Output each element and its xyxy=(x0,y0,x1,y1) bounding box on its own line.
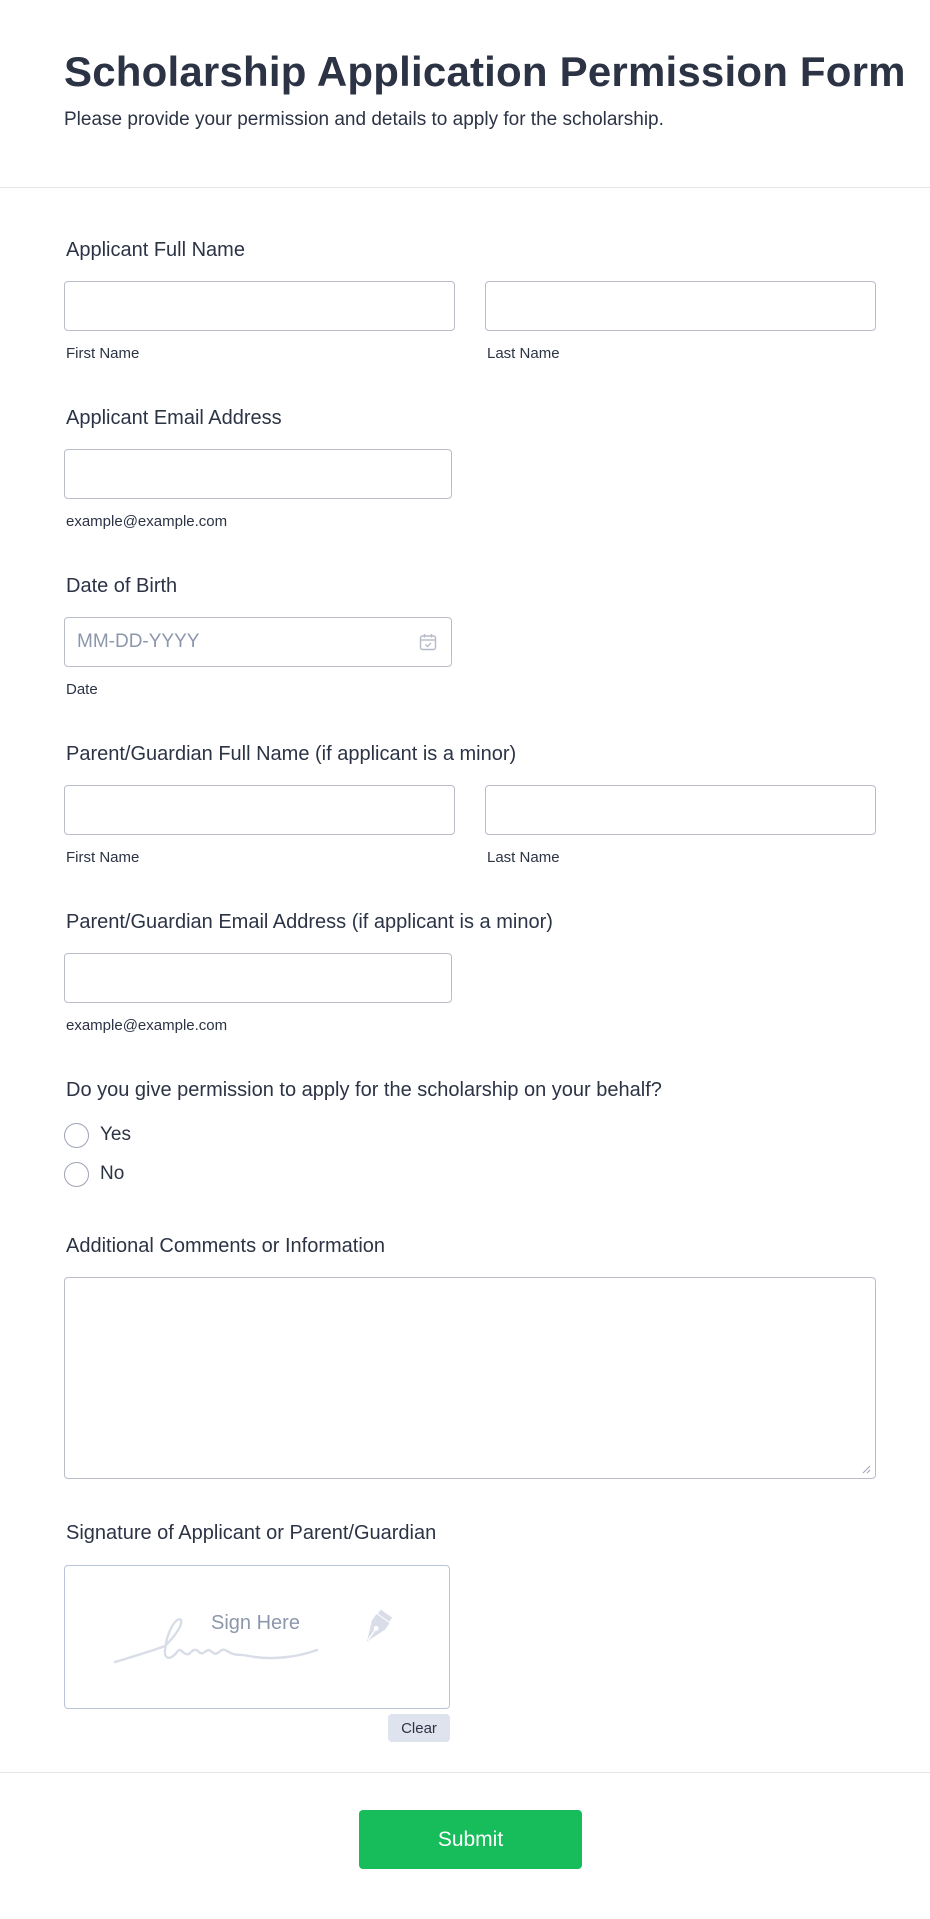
applicant-last-name-sublabel: Last Name xyxy=(487,345,560,362)
guardian-last-name-input[interactable] xyxy=(486,786,875,834)
applicant-name-label: Applicant Full Name xyxy=(66,239,245,261)
applicant-first-name-field[interactable] xyxy=(64,281,455,331)
calendar-icon[interactable] xyxy=(419,633,437,651)
signature-label: Signature of Applicant or Parent/Guardian xyxy=(66,1522,437,1544)
resize-grip-icon[interactable] xyxy=(861,1464,871,1474)
guardian-name-label: Parent/Guardian Full Name (if applicant is a minor) xyxy=(66,743,517,765)
applicant-last-name-field[interactable] xyxy=(485,281,876,331)
dob-field[interactable] xyxy=(64,617,452,667)
radio-no-label[interactable]: No xyxy=(100,1163,125,1184)
comments-label: Additional Comments or Information xyxy=(66,1235,386,1257)
dob-sublabel: Date xyxy=(66,681,98,698)
clear-signature-button[interactable]: Clear xyxy=(388,1714,450,1742)
applicant-first-name-sublabel: First Name xyxy=(66,345,140,362)
applicant-last-name-input[interactable] xyxy=(486,282,875,330)
page-title: Scholarship Application Permission Form xyxy=(64,48,906,95)
applicant-email-label: Applicant Email Address xyxy=(66,407,282,429)
page-subtitle: Please provide your permission and details to apply for the scholarship. xyxy=(64,109,664,130)
guardian-last-name-field[interactable] xyxy=(485,785,876,835)
submit-button[interactable]: Submit xyxy=(359,1810,582,1869)
signature-prompt: Sign Here xyxy=(211,1612,300,1634)
guardian-email-input[interactable] xyxy=(65,954,451,1002)
dob-label: Date of Birth xyxy=(66,575,178,597)
applicant-first-name-input[interactable] xyxy=(65,282,454,330)
comments-field[interactable] xyxy=(64,1277,876,1479)
applicant-email-field[interactable] xyxy=(64,449,452,499)
guardian-email-sublabel: example@example.com xyxy=(66,1017,228,1034)
comments-textarea[interactable] xyxy=(65,1278,875,1478)
permission-question: Do you give permission to apply for the scholarship on your behalf? xyxy=(66,1079,662,1101)
permission-option-no[interactable] xyxy=(64,1160,124,1188)
guardian-first-name-field[interactable] xyxy=(64,785,455,835)
guardian-first-name-input[interactable] xyxy=(65,786,454,834)
permission-option-yes[interactable] xyxy=(64,1121,131,1149)
applicant-email-sublabel: example@example.com xyxy=(66,513,228,530)
radio-no[interactable] xyxy=(64,1162,89,1187)
guardian-first-name-sublabel: First Name xyxy=(66,849,140,866)
pen-nib-icon xyxy=(353,1608,397,1652)
footer-divider xyxy=(0,1772,930,1773)
applicant-email-input[interactable] xyxy=(65,450,451,498)
radio-yes-label[interactable]: Yes xyxy=(100,1124,131,1145)
form-header xyxy=(0,0,930,188)
guardian-email-label: Parent/Guardian Email Address (if applicant is a minor) xyxy=(66,911,553,933)
guardian-last-name-sublabel: Last Name xyxy=(487,849,560,866)
signature-pad[interactable] xyxy=(64,1565,450,1709)
guardian-email-field[interactable] xyxy=(64,953,452,1003)
dob-input[interactable] xyxy=(65,618,451,666)
radio-yes[interactable] xyxy=(64,1123,89,1148)
